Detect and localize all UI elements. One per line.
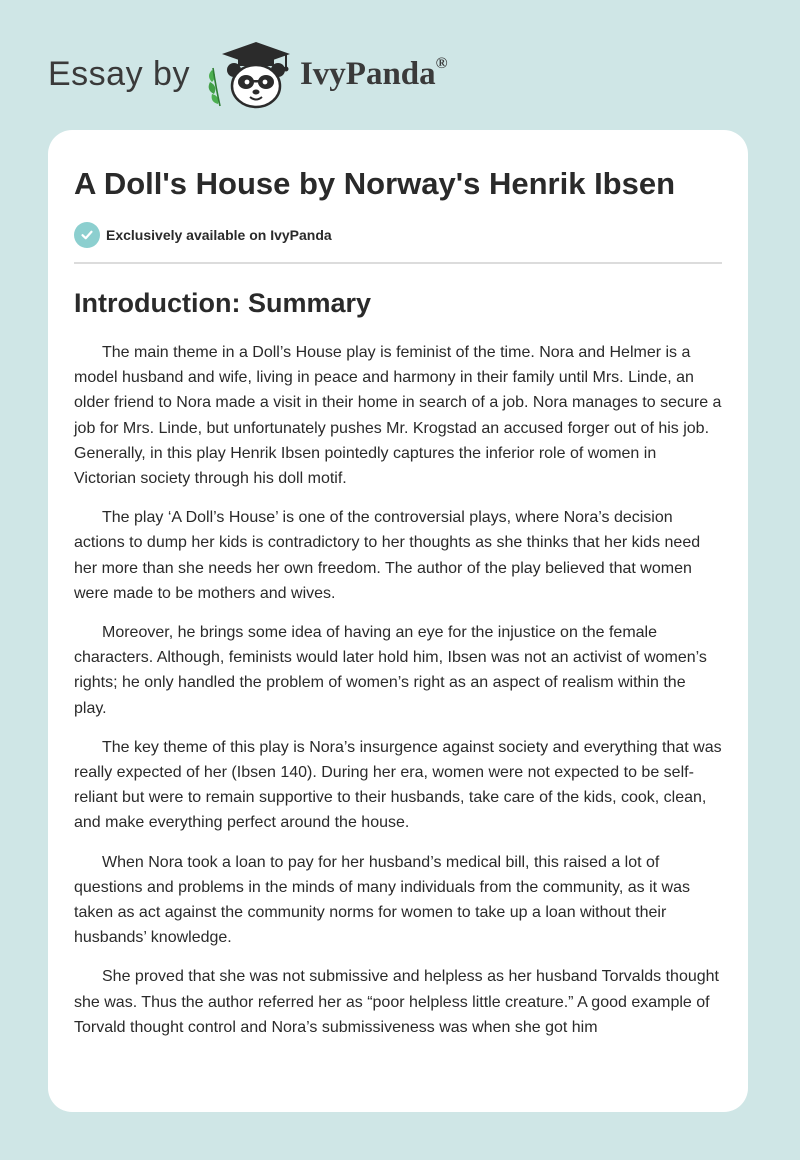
essay-by-label: Essay by: [48, 55, 190, 93]
essay-card: [48, 130, 748, 1112]
registered-mark: ®: [435, 54, 448, 72]
paragraph: Moreover, he brings some idea of having an eye for the injustice on the female characters. Although, feminists would later hold him, Ibsen was not an activist of women’s rights; he only handled the problem of women’s right as an aspect of realism within the play.: [74, 624, 707, 717]
essay-title: A Doll's House by Norway's Henrik Ibsen: [74, 166, 676, 201]
site-header: [48, 34, 448, 114]
paragraph: The main theme in a Doll’s House play is feminist of the time. Nora and Helmer is a model husband and wife, living in peace and harmony in their family until Mrs. Linde, an older friend to Nora made a visit in their home in search of a job. Nora manages to secure a job for Mrs. Linde, but unfortunately pushes Mr. Krogstad an accused forger out of his job. Generally, in this play Henrik Ibsen pointedly captures the inferior role of women in Victorian society through his doll motif.: [74, 344, 722, 488]
panda-graduate-icon: [204, 38, 294, 110]
paragraph: The play ‘A Doll’s House’ is one of the controversial plays, where Nora’s decision actions to dump her kids is contradictory to her thoughts as she thinks that her kids need her more than she needs her own freedom. The author of the play believed that women were made to be mothers and wives.: [74, 509, 701, 602]
paragraph: When Nora took a loan to pay for her husband’s medical bill, this raised a lot of questions and problems in the minds of many individuals from the community, as it was taken as act against the community norms for women to take up a loan without their husbands’ knowledge.: [74, 853, 690, 947]
divider: [74, 262, 722, 264]
section-heading: Introduction: Summary: [74, 288, 372, 318]
exclusive-badge-label: Exclusively available on IvyPanda: [106, 227, 332, 243]
paragraph: The key theme of this play is Nora’s insurgence against society and everything that was really expected of her (Ibsen 140). During her era, women were not expected to be self-reliant but were to remain supportive to their husbands, take care of the kids, cook, clean, and make everything perfect around the house.: [74, 738, 722, 832]
check-icon: [74, 222, 100, 248]
brand-name-text: IvyPanda: [299, 55, 436, 92]
brand-name[interactable]: [299, 54, 448, 92]
paragraph: She proved that she was not submissive and helpless as her husband Torvalds thought she was. Thus the author referred her as “poor helpless little creature.” A good example of Torvald thought control and Nora’s submissiveness was when she got him: [74, 968, 719, 1036]
exclusive-badge: [74, 222, 722, 248]
essay-body: [74, 340, 722, 1040]
